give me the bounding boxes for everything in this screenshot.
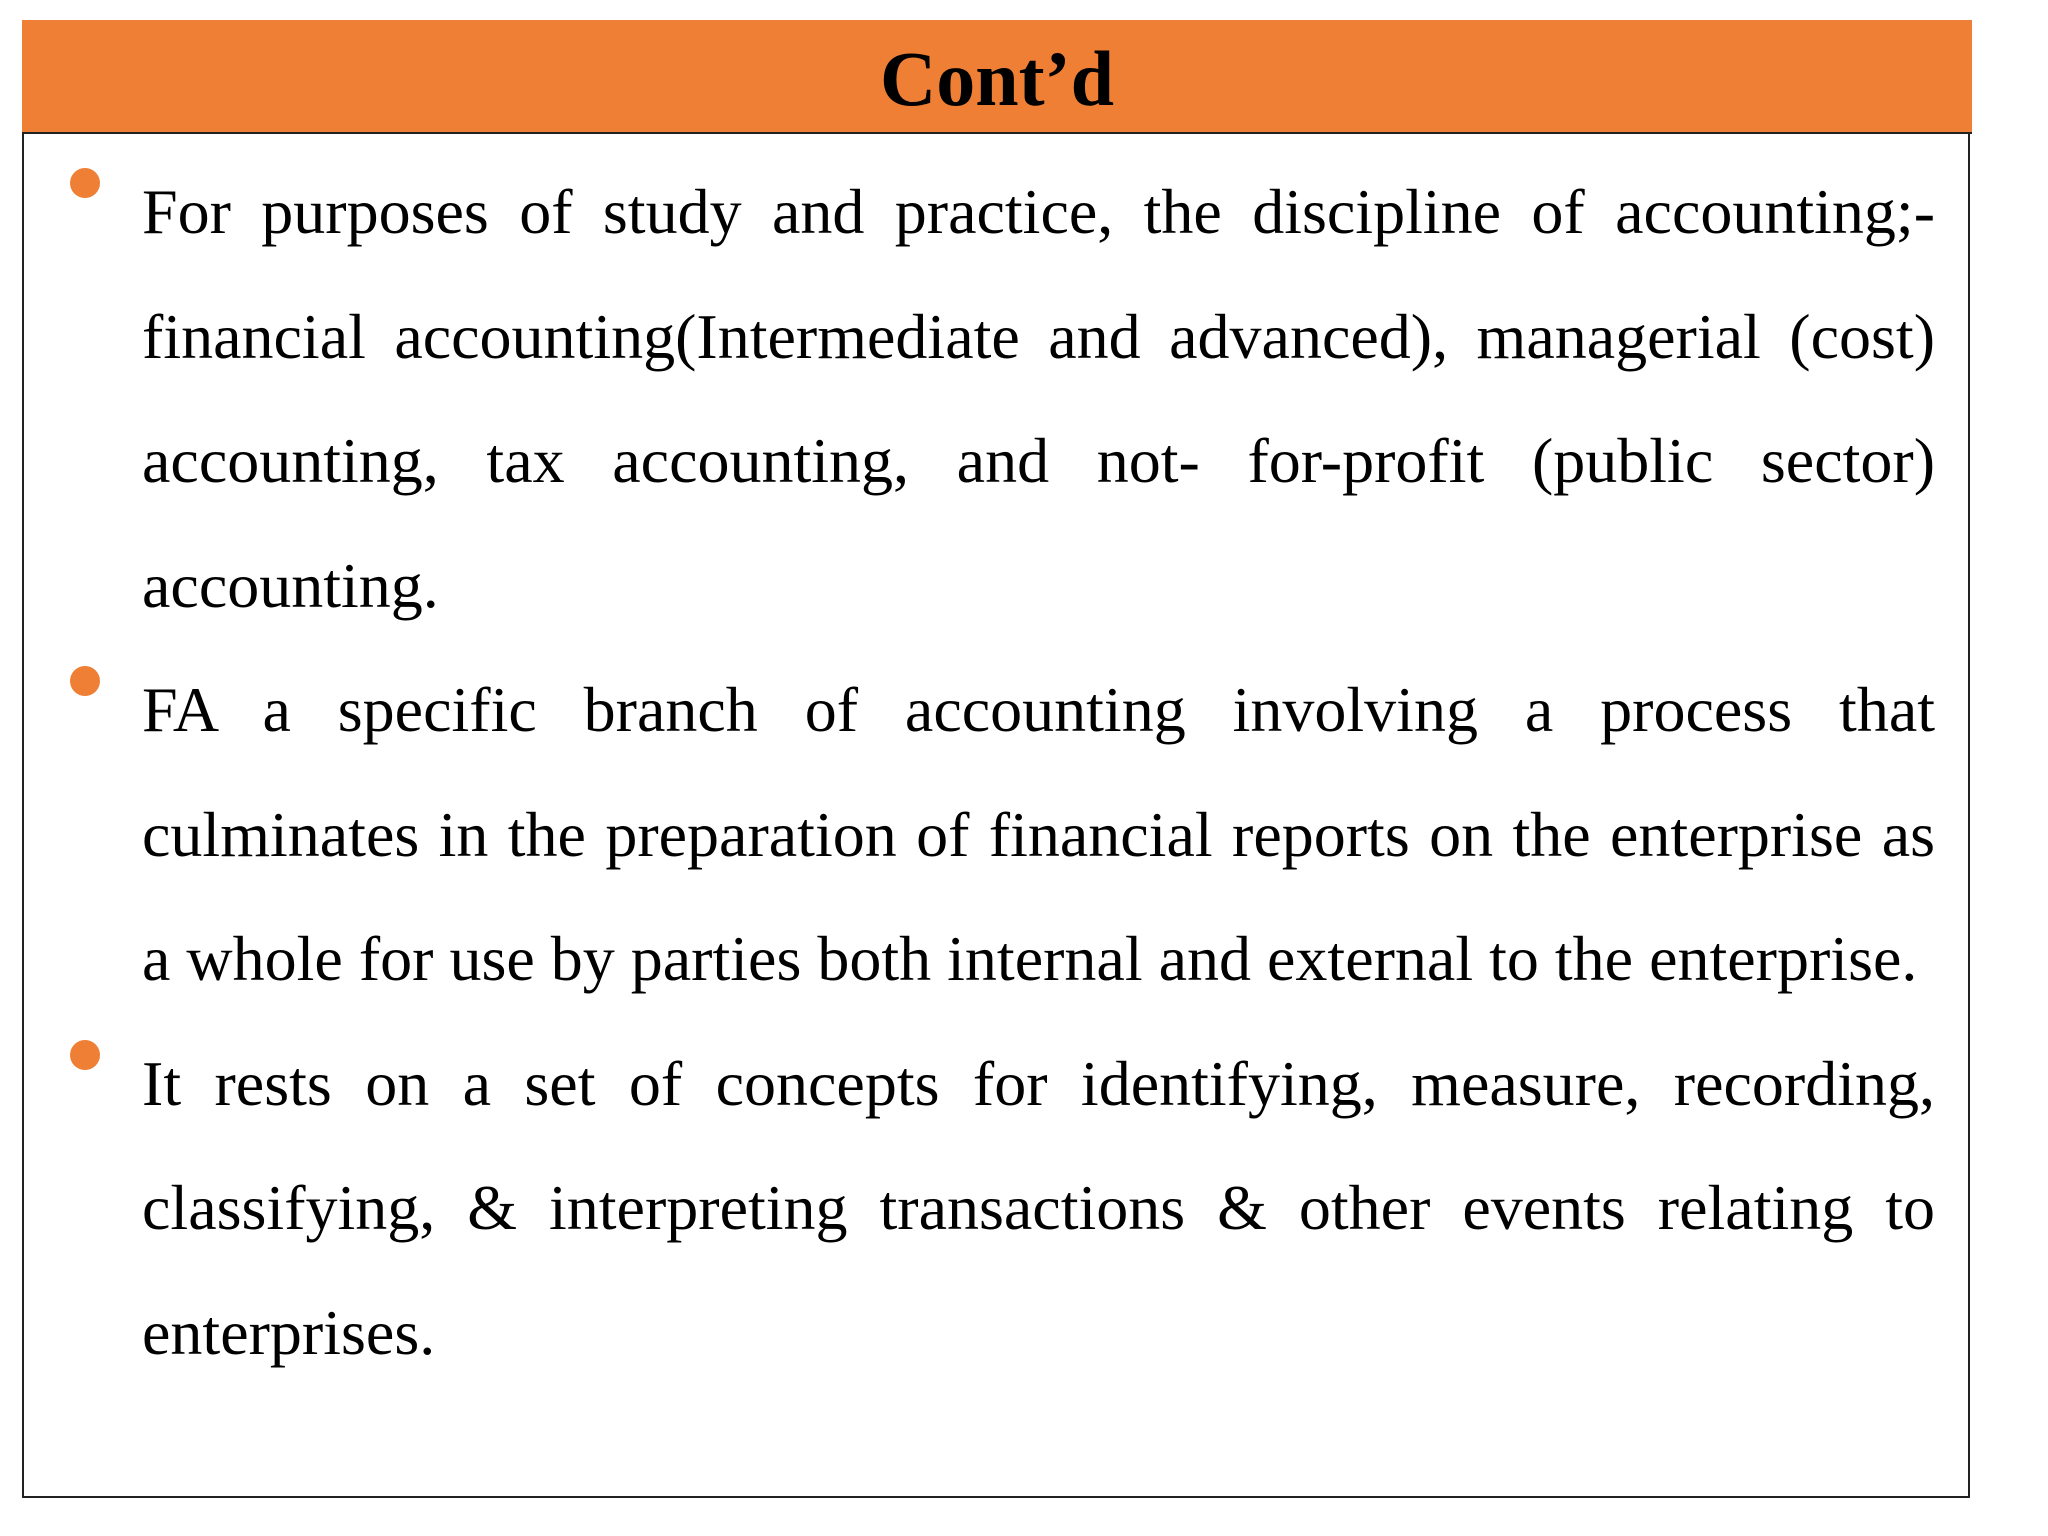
bullet-item	[60, 1022, 1935, 1396]
bullet-text: For purposes of study and practice, the discipline of accounting;- financial accounting(Intermediate and advanced), managerial (cost) accounting, tax accounting, and not- for-profit (public sector) accounting.	[142, 176, 1935, 621]
bullet-item	[60, 648, 1935, 1022]
bullet-text: FA a specific branch of accounting involving a process that culminates in the preparation of financial reports on the enterprise as a whole for use by parties both internal and external to the enterprise.	[142, 674, 1935, 994]
title-bar	[22, 20, 1972, 134]
bullet-dot-icon	[70, 168, 100, 198]
bullet-dot-icon	[70, 1040, 100, 1070]
bullet-text: It rests on a set of concepts for identifying, measure, recording, classifying, & interpreting transactions & other events relating to enterprises.	[142, 1047, 1935, 1368]
slide-title: Cont’d	[879, 35, 1115, 122]
bullet-item	[60, 150, 1935, 648]
bullet-dot-icon	[70, 666, 100, 696]
bullet-list	[60, 176, 1935, 1395]
